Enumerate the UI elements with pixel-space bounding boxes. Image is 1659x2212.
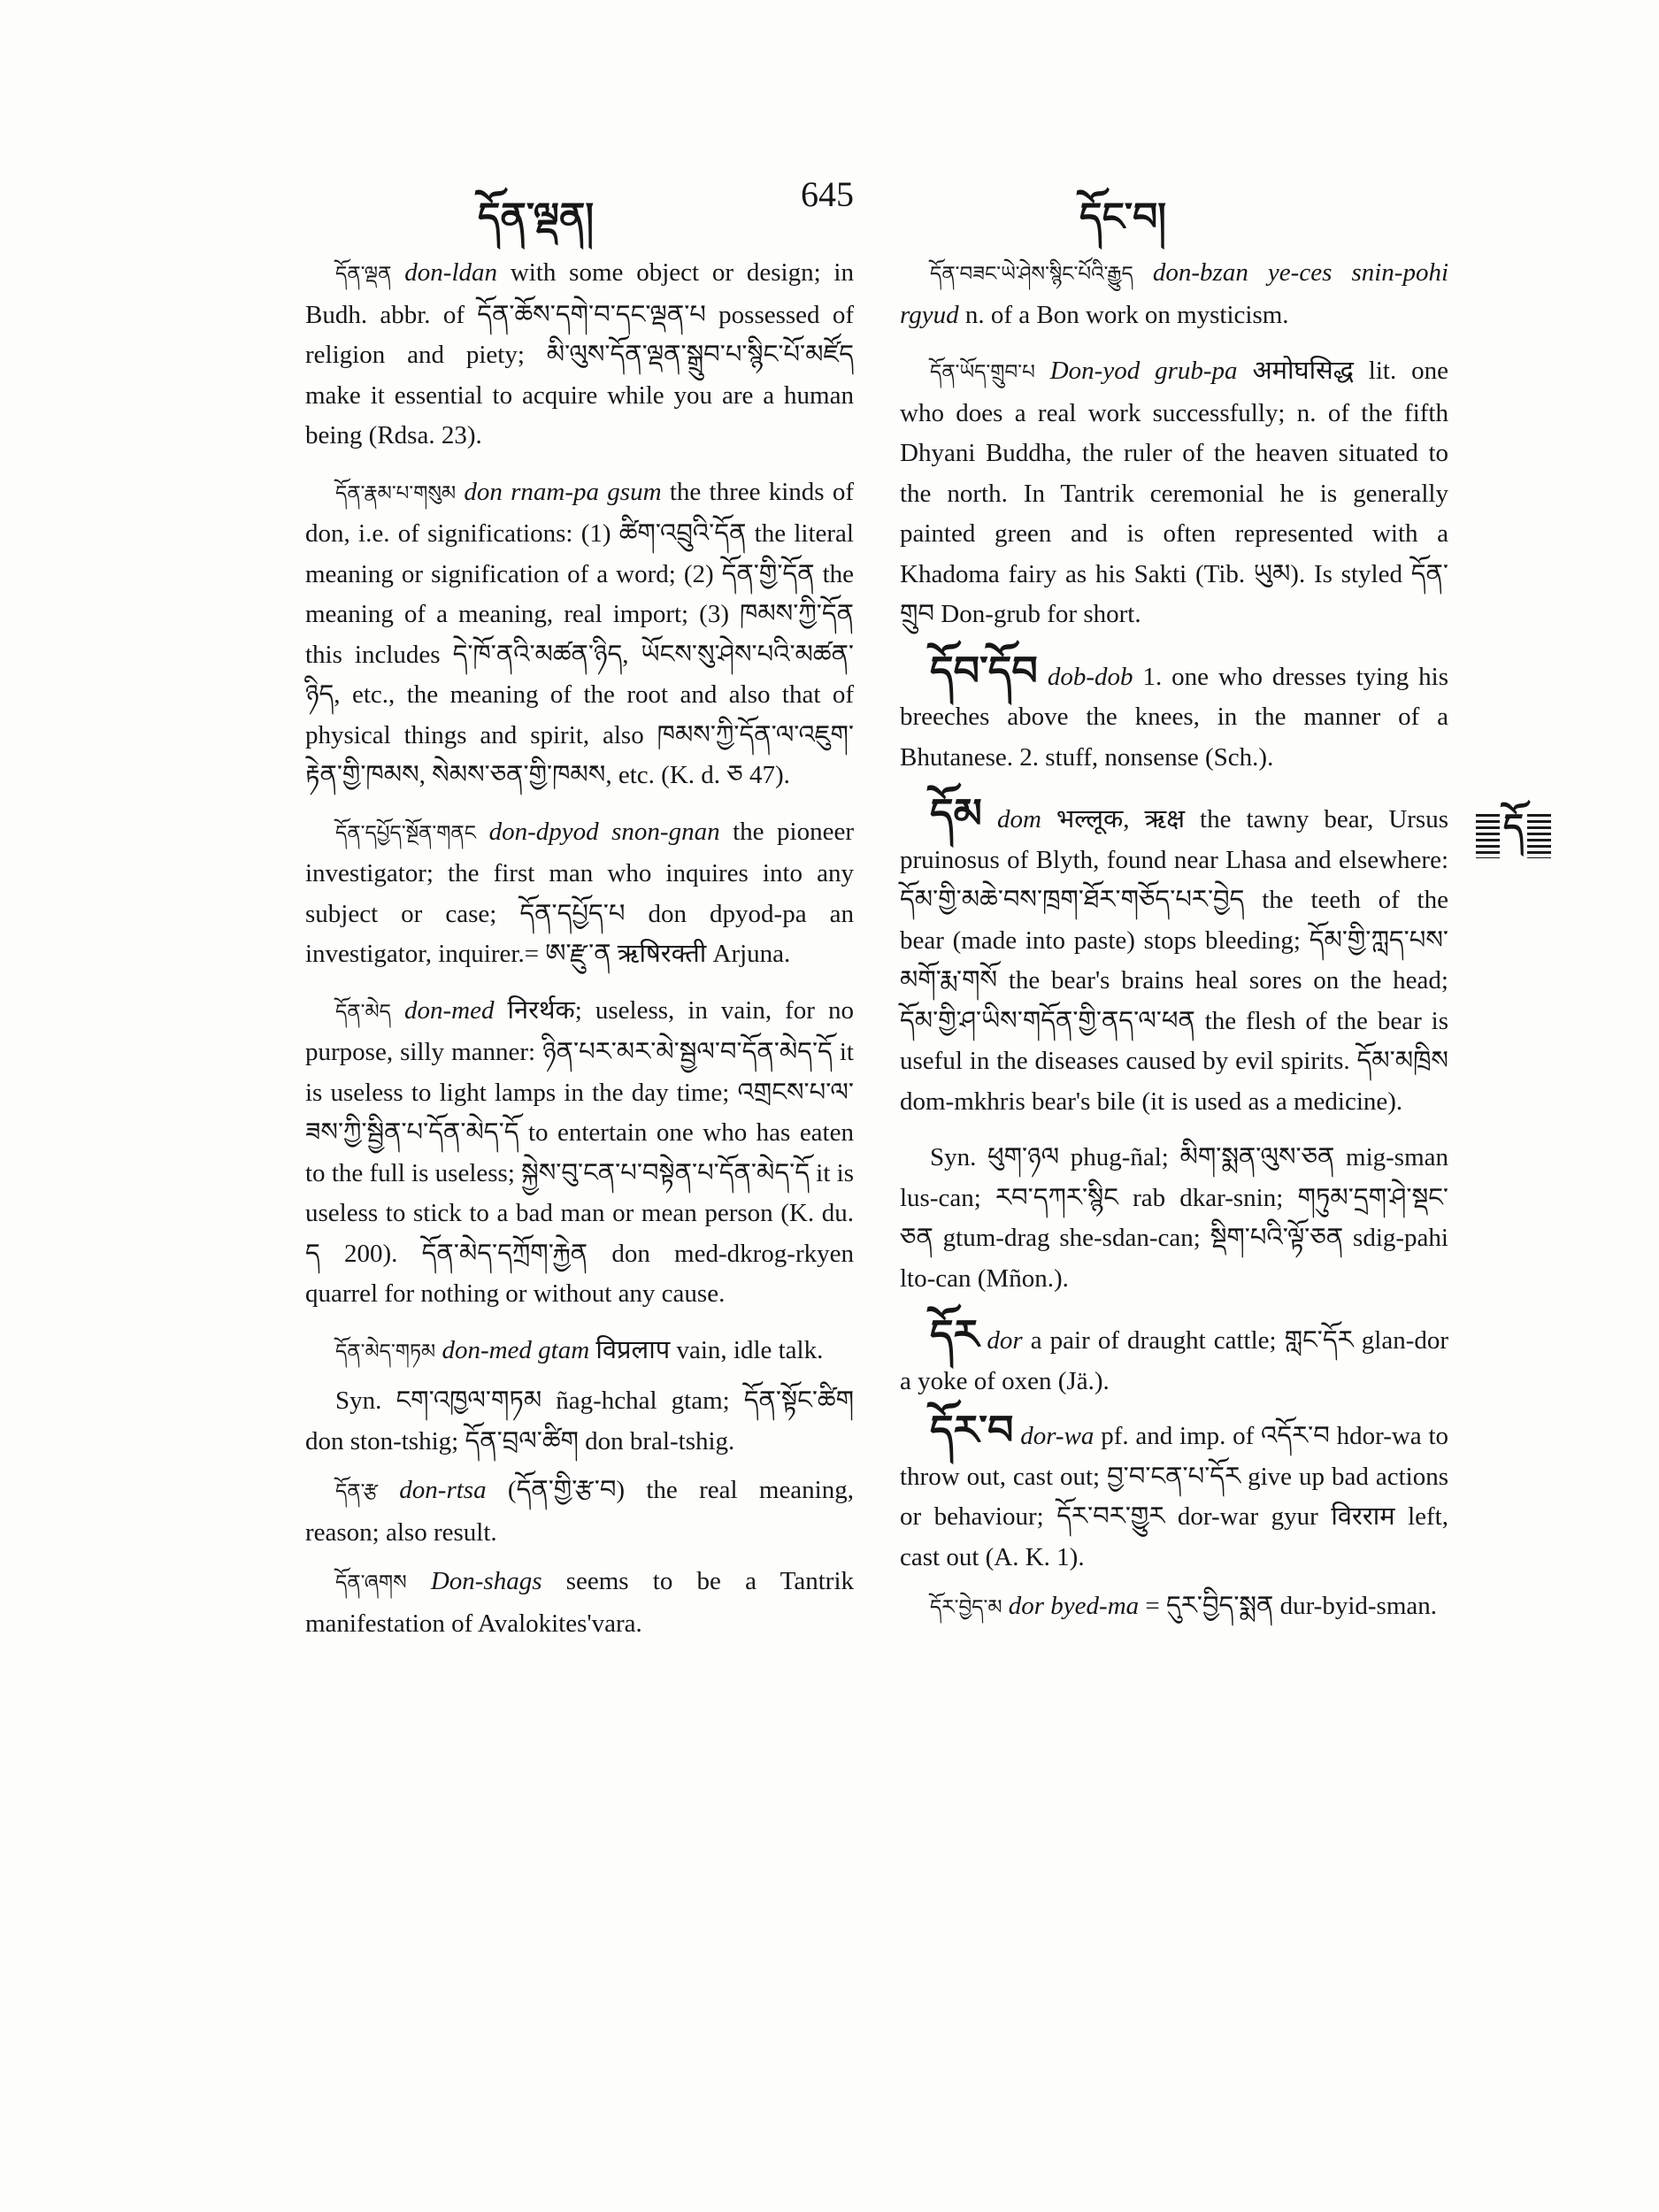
dictionary-entry: [305, 472, 854, 796]
entry-definition: (དོན་གྱི་རྩ་བ) the real meaning, reason; also result.: [305, 1476, 854, 1547]
dictionary-entry: [900, 1406, 1448, 1578]
thumb-index-letter: དོ: [1500, 787, 1527, 887]
left-guide-word: དོན་ལྡན།: [478, 195, 595, 240]
right-guide-word: དོང་བ།: [1079, 195, 1167, 240]
entry-definition: n. of a Bon work on mysticism.: [964, 300, 1289, 329]
entry-transliteration: dom: [996, 805, 1041, 833]
dictionary-entry: [900, 253, 1448, 335]
entry-headword: དོར་བ: [930, 1406, 1014, 1454]
entry-transliteration: don rnam-pa gsum: [464, 477, 662, 506]
entry-headword: དོན་དཔྱོད་སྔོན་གནང: [335, 821, 477, 845]
entry-headword: དོན་ཡོད་གྲུབ་པ: [930, 361, 1035, 384]
entry-transliteration: don-rtsa: [399, 1476, 487, 1504]
entry-headword: དོན་ཞགས: [335, 1571, 407, 1594]
entry-definition: the pioneer investigator; the first man who inquires into any subject or case; དོན་དཔྱོད་པ don dpyod-pa an investigator, inquirer.= ཨ་རྫུ་ན ऋषिरक्ती Arjuna.: [305, 817, 855, 968]
entry-headword: དོན་མེད་གཏམ: [335, 1340, 436, 1363]
entry-definition: a pair of draught cattle; གླང་དོར glan-dor a yoke of oxen (Jä.).: [900, 1326, 1449, 1395]
entry-transliteration: don-dpyod snon-gnan: [488, 817, 720, 846]
dictionary-entry: [305, 1562, 854, 1644]
entry-transliteration: don-bzan ye-ces snin-pohi rgyud: [900, 258, 1448, 329]
entry-headword: དོབ་དོབ: [930, 646, 1038, 695]
entry-transliteration: dob-dob: [1047, 662, 1133, 691]
entry-transliteration: dor-wa: [1020, 1422, 1094, 1450]
page-number: 645: [801, 174, 854, 214]
entry-transliteration: don-ldan: [404, 258, 497, 287]
entry-transliteration: Don-yod grub-pa: [1049, 357, 1238, 385]
entry-headword: དོན་རྣམ་པ་གསུམ: [335, 481, 457, 505]
dictionary-entry: [305, 253, 854, 457]
entry-transliteration: dor byed-ma: [1008, 1592, 1140, 1620]
entry-transliteration: don-med: [404, 995, 495, 1025]
dictionary-entry: [305, 812, 854, 975]
entry-headword: དོན་རྩ: [335, 1480, 378, 1503]
entry-definition: = དུར་བྱིད་སྨན dur-byid-sman.: [1145, 1592, 1438, 1620]
dictionary-entry: [305, 991, 854, 1315]
entry-definition: ངག་འཁྱལ་གཏམ ñag-hchal gtam; དོན་སྟོང་ཚིག don ston-tshig; དོན་བྲལ་ཚིག don bral-tshig.: [305, 1386, 854, 1455]
entry-headword: Syn.: [930, 1143, 977, 1171]
thumb-index-tab: [1476, 806, 1551, 858]
dictionary-entry: [305, 1331, 854, 1373]
entry-definition: निरर्थक; useless, in vain, for no purpose, silly manner: ཉིན་པར་མར་མེ་སྦྱལ་བ་དོན་མེད་དོ it is useless to light lamps in the day time; འགྲངས་པ་ལ་ཟས་ཀྱི་སྦྱིན་པ་དོན་མེད་དོ to entertain one who has eaten to the full is useless; སྐྱེས་བུ་ངན་པ་བསྟེན་པ་དོན་མེད་དོ it is useless to stick to a bad man or mean person (K. du. ད 200). དོན་མེད་དཀྲོག་རྐྱེན don med-dkrog-rkyen quarrel for nothing or without any cause.: [305, 995, 855, 1308]
entry-definition: pf. and imp. of འདོར་བ hdor-wa to throw out, cast out; བྱ་བ་ངན་པ་དོར give up bad actions or behaviour; དོར་བར་གྱུར dor-war gyur विरराम left, cast out (A. K. 1).: [900, 1422, 1448, 1571]
entry-definition: अमोघसिद्ध lit. one who does a real work successfully; n. of the fifth Dhyani Buddha, the ruler of the heaven situated to the north. In Tantrik ceremonial he is generally painted green and is often represented with a Khadoma fairy as his Sakti (Tib. ཡུམ). Is styled དོན་གྲུབ Don-grub for short.: [900, 357, 1449, 628]
entry-definition: विप्रलाप vain, idle talk.: [595, 1335, 824, 1364]
dictionary-entry: [900, 646, 1449, 779]
dictionary-entry: [900, 1310, 1449, 1402]
dictionary-entry: [900, 789, 1448, 1122]
entry-definition: the three kinds of don, i.e. of significations: (1) ཚིག་འབྲུའི་དོན the literal meaning or signification of a word; (2) དོན་གྱི་དོན the meaning of a meaning, real import; (3) ཁམས་ཀྱི་དོན this includes དེ་ཁོ་ནའི་མཚན་ཉིད, ཡོངས་སུ་ཤེས་པའི་མཚན་ཉིད, etc., the meaning of the root and also that of physical things and spirit, also ཁམས་ཀྱི་དོན་ལ་འཇུག་རྟེན་གྱི་ཁམས, སེམས་ཅན་གྱི་ཁམས, etc. (K. d. ཅ 47).: [305, 477, 855, 789]
entry-definition: भल्लूक, ऋक्ष the tawny bear, Ursus pruinosus of Blyth, found near Lhasa and elsewhere: དོམ་གྱི་མཆེ་བས་ཁྲག་ཐོར་གཅོད་པར་བྱེད the teeth of the bear (made into paste) stops bleeding; དོམ་གྱི་ཀླད་པས་མགོ་རྨ་གསོ the bear's brains heal sores on the head; དོམ་གྱི་ཤ་ཡིས་གདོན་གྱི་ནད་ལ་ཕན the flesh of the bear is useful in the diseases caused by evil spirits. དོམ་མཁྲིས dom-mkhris bear's bile (it is used as a medicine).: [900, 805, 1448, 1116]
entry-definition: ཕུག་ཉལ phug-ñal; མིག་སྨན་ལུས་ཅན mig-sman lus-can; རབ་དཀར་སྙིང rab dkar-snin; གཏུམ་དྲག་ཤེ་སྡང་ཅན gtum-drag she-sdan-can; སྡིག་པའི་ལྟོ་ཅན sdig-pahi lto-can (Mñon.).: [900, 1143, 1448, 1293]
synonyms-entry: [900, 1138, 1448, 1299]
right-column: [900, 253, 1448, 1645]
dictionary-entry: [900, 1586, 1448, 1629]
entry-headword: དོན་ལྡན: [335, 263, 392, 286]
entry-transliteration: dor: [987, 1326, 1023, 1355]
dictionary-entry: [900, 351, 1448, 635]
entry-headword: དོམ: [930, 789, 982, 837]
left-column: [305, 253, 854, 1660]
entry-headword: དོར: [930, 1310, 979, 1358]
entry-headword: དོར་བྱེད་མ: [930, 1596, 1002, 1619]
entry-headword: Syn.: [335, 1386, 382, 1415]
entry-headword: དོན་བཟང་ཡེ་ཤེས་སྙིང་པོའི་རྒྱུད: [930, 263, 1133, 286]
entry-definition: with some object or design; in Budh. abbr. of དོན་ཆོས་དགེ་བ་དང་ལྡན་པ possessed of religion and piety; མི་ལུས་དོན་ལྡན་སྒྲུབ་པ་སྙིང་པོ་མཛོད make it essential to acquire while you are a human being (Rdsa. 23).: [305, 258, 854, 449]
entry-transliteration: don-med gtam: [442, 1335, 590, 1364]
synonyms-entry: [305, 1381, 854, 1462]
dictionary-entry: [305, 1471, 854, 1553]
page-header: [301, 173, 1478, 240]
entry-definition: 1. one who dresses tying his breeches above the knees, in the manner of a Bhutanese. 2. stuff, nonsense (Sch.).: [900, 662, 1449, 772]
entry-transliteration: Don-shags: [430, 1567, 542, 1595]
entry-headword: དོན་མེད: [335, 1000, 391, 1024]
entry-definition: seems to be a Tantrik manifestation of Avalokites'vara.: [305, 1567, 854, 1638]
